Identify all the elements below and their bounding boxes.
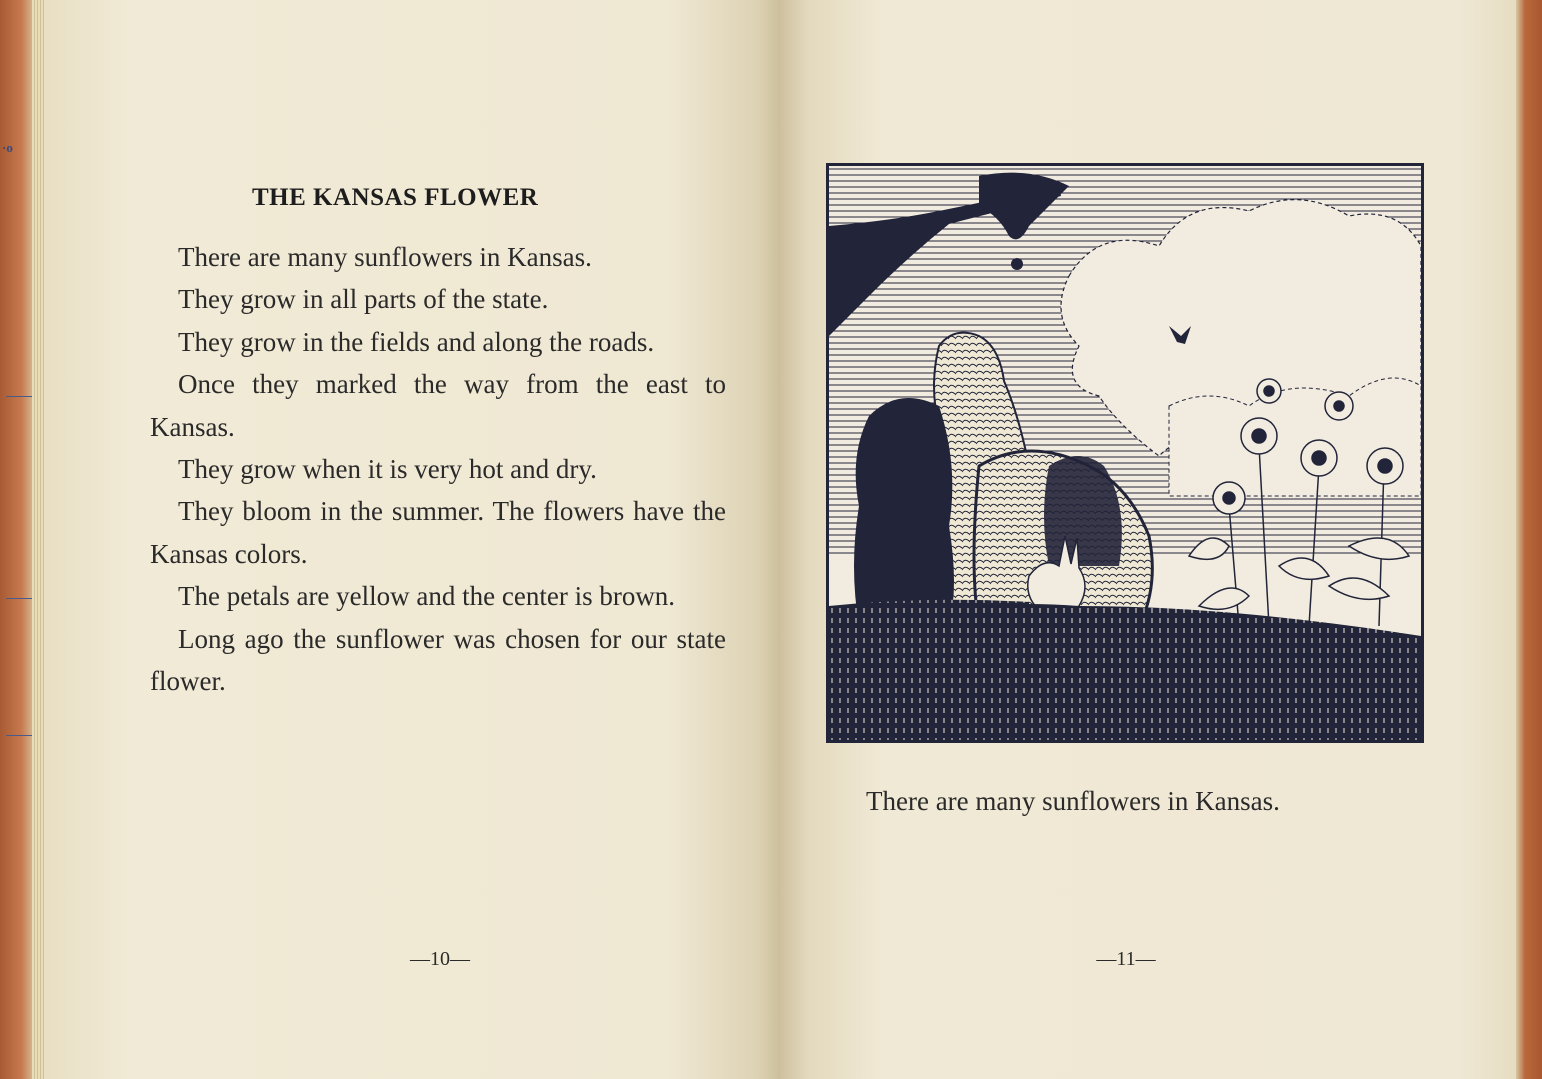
page-number-right: —11— xyxy=(1096,948,1156,970)
cover-tick-mark xyxy=(6,735,32,736)
paragraph: They grow when it is very hot and dry. xyxy=(178,454,597,485)
paragraph: They grow in all parts of the state. xyxy=(178,284,549,315)
paragraph: The petals are yellow and the center is brown. xyxy=(178,581,676,612)
page-number-left: —10— xyxy=(410,948,470,970)
cover-tick-mark xyxy=(6,598,32,599)
paragraph: They grow in the fields and along the roads. xyxy=(178,326,655,357)
hanging-leaf xyxy=(1011,258,1023,270)
body-text xyxy=(150,236,726,702)
dark-bush xyxy=(854,398,954,626)
paragraph: There are many sunflowers in Kansas. xyxy=(178,242,592,272)
cover-tick-mark xyxy=(6,396,32,397)
chapter-title: THE KANSAS FLOWER xyxy=(252,184,539,211)
paragraph: Once they marked the way from the east to Kansas. xyxy=(150,369,726,442)
paragraph: Long ago the sunflower was chosen for our state flower. xyxy=(150,623,726,697)
sunflower-illustration xyxy=(826,163,1424,743)
book-cover-left-edge xyxy=(0,0,36,1079)
book-cover-right-edge xyxy=(1516,0,1542,1079)
illustration-caption: There are many sunflowers in Kansas. xyxy=(866,786,1280,816)
cover-stamp-mark: ·o xyxy=(2,140,13,155)
paragraph: They bloom in the summer. The flowers have the Kansas colors. xyxy=(150,496,726,569)
